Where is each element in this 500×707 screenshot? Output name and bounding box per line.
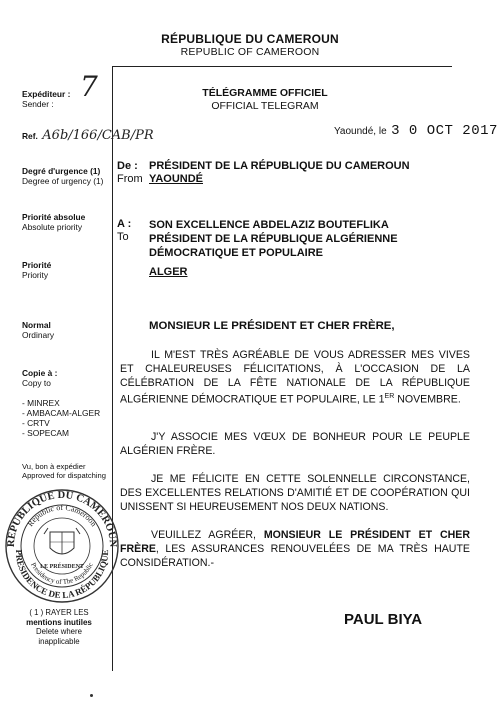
to-label — [117, 218, 131, 244]
ref-value: A6b/166/CAB/PR — [42, 128, 154, 143]
seal-inner-bottom-text: Presidency of The Republic — [29, 561, 95, 587]
seal-emblem-icon — [44, 528, 80, 554]
place-date-label: Yaoundé, le — [334, 126, 387, 137]
copy-recipient: - MINREX — [22, 398, 60, 408]
to-city: ALGER — [149, 266, 188, 278]
to-label-en: To — [117, 231, 129, 243]
from-label-fr: De : — [117, 160, 138, 172]
copy-to-en: Copy to — [22, 378, 51, 388]
sender-label — [22, 89, 70, 109]
place-date — [334, 121, 498, 139]
copy-recipient: - AMBACAM-ALGER — [22, 408, 101, 418]
approval-fr: Vu, bon à expédier — [22, 462, 86, 471]
approval-label — [22, 462, 110, 480]
absolute-priority-en: Absolute priority — [22, 222, 83, 232]
to-recipient-line: PRÉSIDENT DE LA RÉPUBLIQUE ALGÉRIENNE — [149, 233, 398, 245]
header-rule — [112, 66, 452, 67]
paragraph-4-lead: VEUILLEZ AGRÉER, — [151, 529, 264, 541]
ordinal-suffix: ER — [384, 393, 395, 400]
seal-center-text: LE PRÉSIDENT — [40, 564, 84, 570]
seal-inner-top-text: Republic of Cameroon — [25, 502, 99, 529]
normal-label — [22, 320, 54, 340]
from-line: PRÉSIDENT DE LA RÉPUBLIQUE DU CAMEROUN — [149, 160, 410, 172]
ref-label: Ref. — [22, 131, 38, 141]
absolute-priority-label — [22, 212, 85, 232]
priority-fr: Priorité — [22, 260, 52, 270]
seal-outer-bottom-text: PRÉSIDENCE DE LA RÉPUBLIQUE — [13, 549, 111, 601]
presidential-seal — [4, 488, 120, 604]
sender-value: 7 — [80, 70, 98, 103]
urgency-label — [22, 166, 103, 186]
normal-en: Ordinary — [22, 330, 55, 340]
sender-label-fr: Expéditeur : — [22, 89, 71, 99]
reference — [22, 126, 154, 144]
footnote-line: inapplicable — [38, 636, 80, 646]
to-recipient-line: SON EXCELLENCE ABDELAZIZ BOUTEFLIKA — [149, 219, 389, 231]
absolute-priority-fr: Priorité absolue — [22, 212, 86, 222]
priority-en: Priority — [22, 270, 49, 280]
country-title-fr: RÉPUBLIQUE DU CAMEROUN — [161, 32, 339, 46]
telegram-title-fr: TÉLÉGRAMME OFFICIEL — [202, 87, 328, 99]
paragraph-3: JE ME FÉLICITE EN CETTE SOLENNELLE CIRCONSTANCE, DES EXCELLENTES RELATIONS D'AMITIÉ ET DE COOPÉRATION QUI UNISSENT SI HEUREUSEMENT NOS DEUX NATIONS. — [120, 473, 470, 513]
copy-recipient: - SOPECAM — [22, 428, 69, 438]
paragraph-1 — [120, 348, 470, 407]
paragraph-1-end: NOVEMBRE. — [394, 393, 461, 406]
copy-to-block — [22, 368, 100, 438]
copy-to-fr: Copie à : — [22, 368, 58, 378]
footnote-line: ( 1 ) RAYER LES — [29, 608, 89, 617]
seal-outer-top-text: REPUBLIQUE DU CAMEROUN — [5, 489, 119, 548]
to-recipient-line: DÉMOCRATIQUE ET POPULAIRE — [149, 247, 323, 259]
paragraph-4 — [120, 528, 470, 570]
country-title-en: REPUBLIC OF CAMEROON — [180, 46, 320, 58]
paragraph-4-address: MONSIEUR LE PRÉSIDENT ET CHER FRÈRE — [120, 529, 470, 555]
telegram-title-en: OFFICIAL TELEGRAM — [211, 100, 319, 112]
salutation: MONSIEUR LE PRÉSIDENT ET CHER FRÈRE, — [149, 320, 395, 332]
from-city: YAOUNDÉ — [149, 173, 203, 185]
scan-dot — [90, 694, 93, 697]
sender-label-en: Sender : — [22, 99, 54, 109]
footnote-line: mentions inutiles — [26, 617, 92, 627]
urgency-label-en: Degree of urgency (1) — [22, 176, 104, 186]
signature-name: PAUL BIYA — [344, 611, 423, 628]
from-label — [117, 160, 143, 186]
approval-en: Approved for dispatching — [22, 471, 107, 480]
priority-label — [22, 260, 51, 280]
paragraph-4-close: , LES ASSURANCES RENOUVELÉES DE MA TRÈS HAUTE CONSIDÉRATION.- — [120, 543, 470, 569]
urgency-label-fr: Degré d'urgence (1) — [22, 166, 101, 176]
normal-fr: Normal — [22, 320, 51, 330]
paragraph-2: J'Y ASSOCIE MES VŒUX DE BONHEUR POUR LE PEUPLE ALGÉRIEN FRÈRE. — [120, 431, 470, 457]
to-label-fr: A : — [117, 218, 132, 230]
date-stamp: 3 0 OCT 2017 — [391, 123, 498, 139]
footnote — [10, 608, 108, 646]
paragraph-1-text: IL M'EST TRÈS AGRÉABLE DE VOUS ADRESSER MES VIVES ET CHALEUREUSES FÉLICITATIONS, À L'OCCASION DE LA CÉLÉBRATION DE LA FÊTE NATIONALE DE LA RÉPUBLIQUE ALGÉRIENNE DÉMOCRATIQUE ET POPULAIRE, LE 1 — [120, 349, 470, 406]
copy-recipient: - CRTV — [22, 418, 50, 428]
footnote-line: Delete where — [36, 627, 82, 636]
from-label-en: From — [117, 173, 143, 185]
